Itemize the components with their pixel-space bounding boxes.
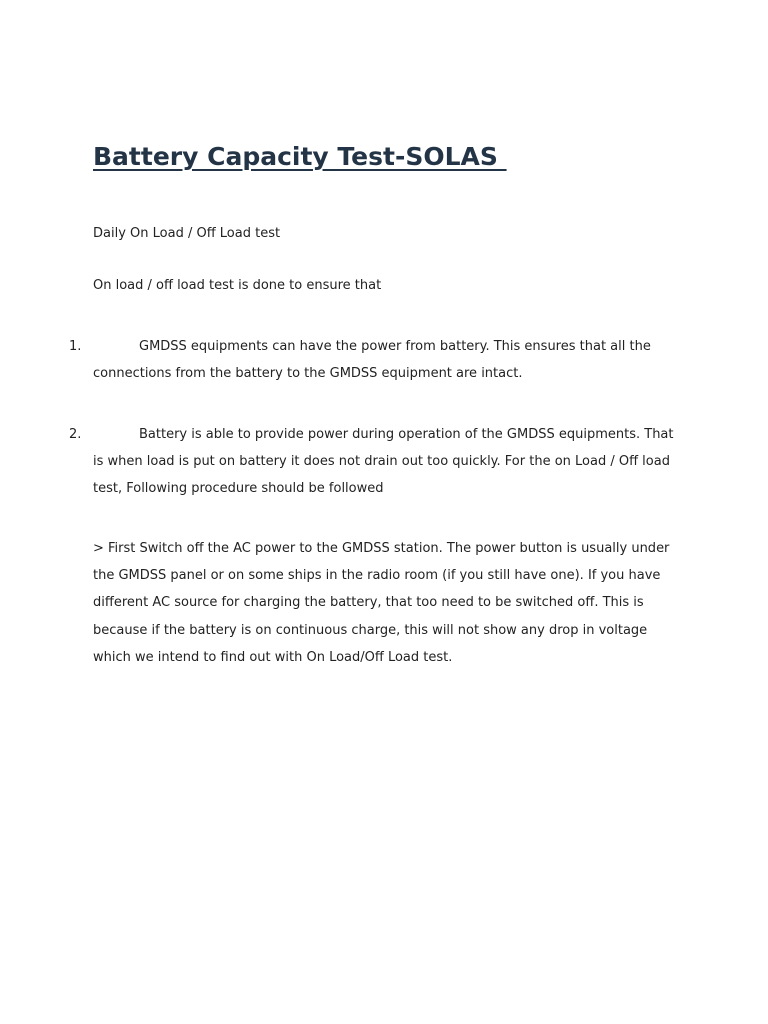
list-item-text: GMDSS equipments can have the power from battery. This ensures that all the connections from the battery to the GMDSS equipment are intact. (93, 339, 651, 382)
list-item-text: Battery is able to provide power during operation of the GMDSS equipments. That is when load is put on battery it does not drain out too quickly. For the on Load / Off load test, Following procedure should be followed (93, 427, 674, 497)
list-item (69, 333, 683, 387)
document-title: Battery Capacity Test-SOLAS (93, 142, 507, 171)
list-item-number: 2. (69, 427, 82, 442)
section-subtitle: Daily On Load / Off Load test (93, 226, 281, 241)
procedure-paragraph: > First Switch off the AC power to the GMDSS station. The power button is usually under the GMDSS panel or on some ships in the radio room (if you still have one). If you have different AC source for charging the battery, that too need to be switched off. This is because if the battery is on continuous charge, this will not show any drop in voltage which we intend to find out with On Load/Off Load test. (93, 541, 670, 665)
list-item (69, 421, 683, 503)
list-item-number: 1. (69, 339, 82, 354)
intro-paragraph: On load / off load test is done to ensure that (93, 278, 382, 293)
